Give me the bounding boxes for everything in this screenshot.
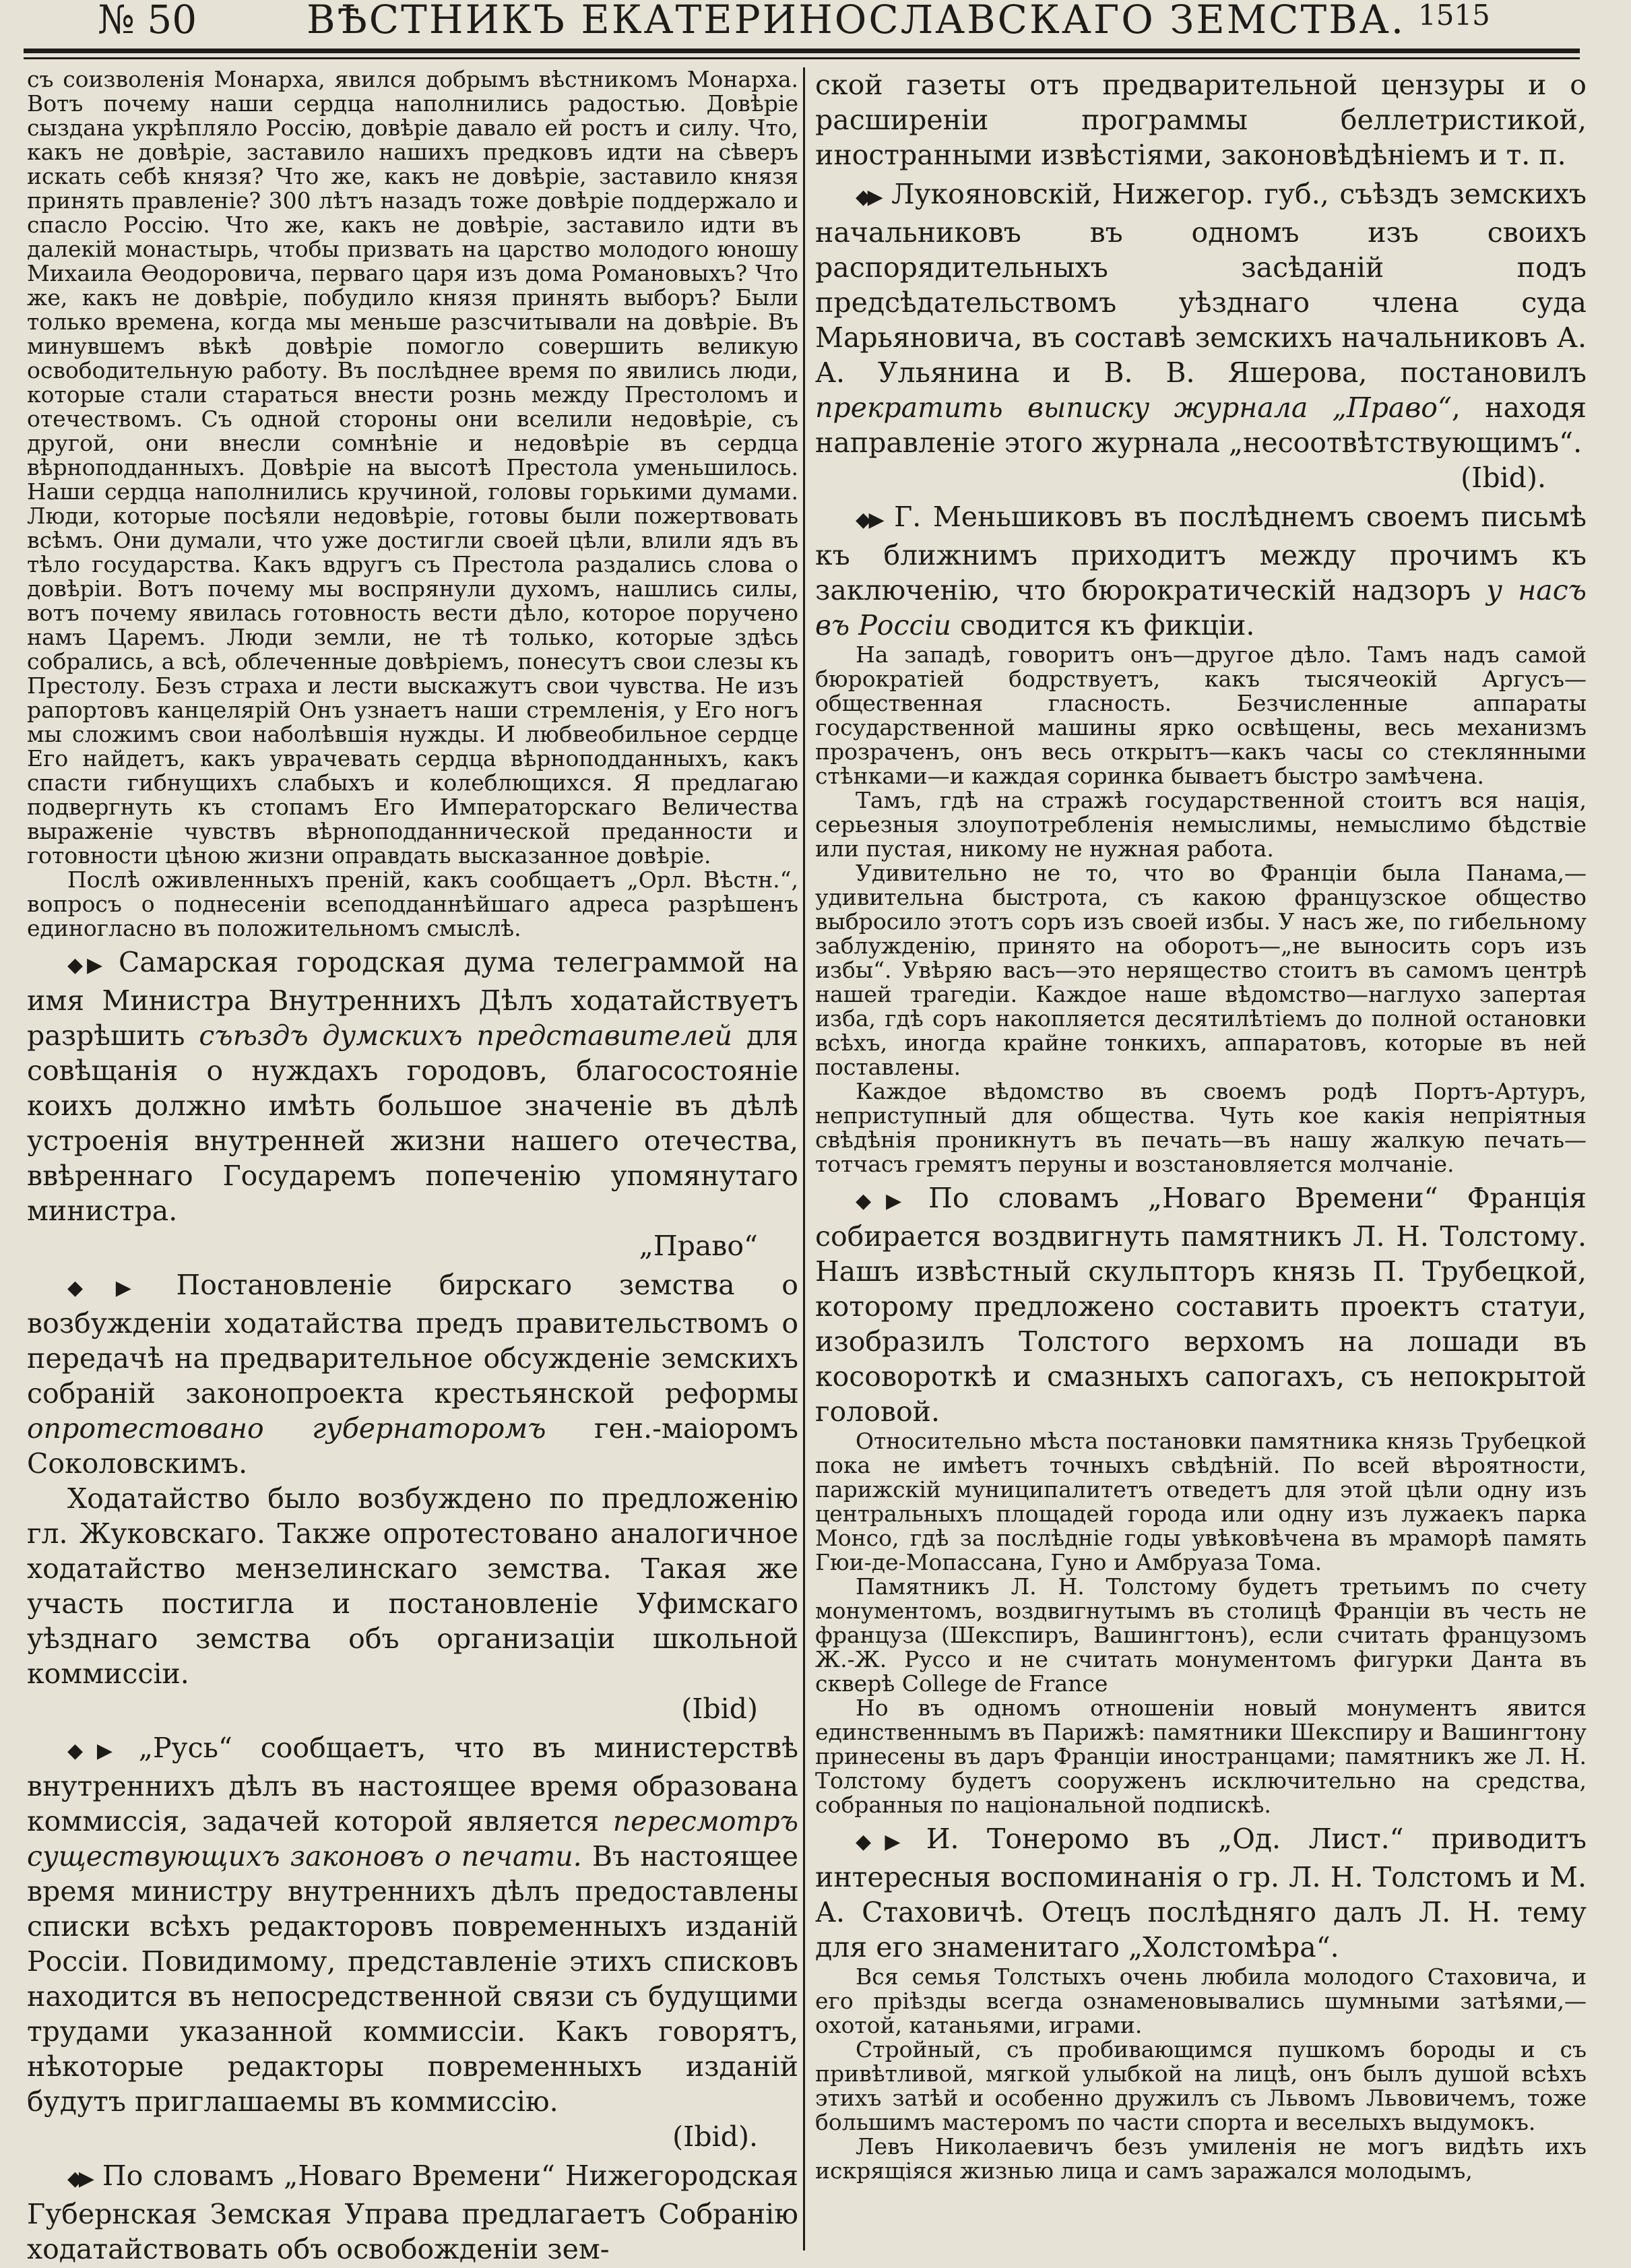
nation-paragraph: Тамъ, гдѣ на стражѣ государственной стоитъ вся нація, серьезныя злоупотребленія немыслимы, немыслимо бѣдствіе или пустая, никому не нужная работа. [815, 787, 1587, 862]
lukoyanov-source: (Ibid). [1461, 462, 1546, 494]
samara-duma-item [27, 945, 798, 1263]
toneromo-item: ◆▶ И. Тонеромо въ „Од. Лист.“ приводитъ интересныя воспоминанія о гр. Л. Н. Толстомъ и М. А. Стаховичѣ. Отецъ послѣдняго далъ Л. Н. тему для его знаменитаго „Холстомѣра“. [815, 1821, 1587, 1965]
birsk-zemstvo-item [27, 1267, 798, 1481]
samara-text: Самарская городская дума телеграммой на имя Министра Внутреннихъ Дѣлъ ходатайствуетъ разрѣшить [27, 946, 798, 1052]
samara-text-end: для совѣщанія о нуждахъ городовъ, благосостояніе коихъ должно имѣть большое значеніе въ дѣлѣ устроенія внутренней жизни нашего отечества, ввѣреннаго Государемъ попеченію упомянутаго министра. [27, 1019, 798, 1227]
unique-monument-paragraph: Но въ одномъ отношеніи новый монументъ явится единственнымъ въ Парижѣ: памятники Шекспиру и Вашингтону принесены въ даръ Франціи иностранцами; памятникъ же Л. Н. Толстому будетъ сооруженъ исключительно на средства, собранныя по національной подпискѣ. [815, 1695, 1587, 1818]
lukoyanov-emphasis: прекратить выписку журнала „Право“ [815, 391, 1452, 424]
birsk-text-end: ген.-маіоромъ Соколовскимъ. [27, 1412, 798, 1480]
lukoyanov-text-end: , находя направленіе этого журнала „несоотвѣтствующимъ“. [815, 391, 1587, 459]
nizhny-uprava-item: ◆▶ По словамъ „Новаго Времени“ Нижегородская Губернская Земская Управа предлагаетъ Собранію ходатайствовать объ освобожденіи зем- [27, 2158, 798, 2267]
stakhovich-family-paragraph: Вся семья Толстыхъ очень любила молодого Стаховича, и его пріѣзды всегда ознаменовывались шумными затѣями,—охотой, катаньями, играми. [815, 1963, 1587, 2038]
menshikov-text: Г. Меньшиковъ въ послѣднемъ своемъ письмѣ къ ближнимъ приходитъ между прочимъ къ заключенію, что бюрократическій надзоръ [815, 501, 1587, 606]
samara-emphasis: съѣздъ думскихъ представителей [199, 1019, 732, 1052]
samara-source: „Право“ [639, 1230, 758, 1262]
lev-nikolaevich-paragraph: Левъ Николаевичъ безъ умиленія не могъ видѣть ихъ искрящіяся жизнью лица и самъ заражался молодымъ, [815, 2133, 1587, 2183]
menshikov-text-end: сводится къ фикціи. [951, 609, 1255, 641]
third-monument-paragraph: Памятникъ Л. Н. Толстому будетъ третьимъ по счету монументомъ, воздвигнутымъ въ столицѣ Франціи въ честь не француза (Шекспиръ, Вашингтонъ), если считать французомъ Ж.-Ж. Руссо и не считать монументомъ фигурки Данта въ скверѣ College de France [815, 1573, 1587, 1697]
west-paragraph: На западѣ, говоритъ онъ—другое дѣло. Тамъ надъ самой бюрократіей бодрствуетъ, какъ тысячеокій Аргусъ—общественная гласность. Безчисленные аппараты государственной машины ярко освѣщены, весь механизмъ прозраченъ, онъ весь открытъ—какъ часы со стеклянными стѣнками—и каждая соринка бываетъ быстро замѣчена. [815, 641, 1587, 789]
right-column [815, 67, 1587, 2183]
rus-emphasis: пересмотръ существующихъ законовъ о печати. [27, 1805, 798, 1872]
masthead-title: ВѢСТНИКЪ ЕКАТЕРИНОСЛАВСКАГО ЗЕМСТВА. [307, 0, 1406, 42]
zhukovsky-source: (Ibid) [681, 1693, 758, 1725]
address-resolution-paragraph: Послѣ оживленныхъ преній, какъ сообщаетъ „Орл. Вѣстн.“, вопросъ о поднесеніи всеподданнѣйшаго адреса разрѣшенъ единогласно въ положительномъ смыслѣ. [27, 867, 798, 941]
birsk-text: Постановленіе бирскаго земства о возбужденіи ходатайства предъ правительствомъ о передачѣ на предварительное обсужденіе земскихъ собраній законопроекта крестьянской реформы [27, 1269, 798, 1410]
page-number: 1515 [1418, 0, 1490, 32]
speech-paragraph: съ соизволенія Монарха, явился добрымъ вѣстникомъ Монарха. Вотъ почему наши сердца наполнились радостью. Довѣріе сызданa укрѣпляло Россію, довѣріе давало ей ростъ и силу. Что, какъ не довѣріе, заставило нашихъ предковъ идти на сѣверъ искать себѣ князя? Что же, какъ не довѣріе, заставило князя принять правленіе? 300 лѣтъ назадъ тоже довѣріе поддержало и спасло Россію. Что же, какъ не довѣріе, заставило идти въ далекій монастырь, чтобы призвать на царство молодого юношу Михаила Ѳеодоровича, перваго царя изъ дома Романовыхъ? Что же, какъ не довѣріе, побудило князя принять выборъ? Были только времена, когда мы меньше разсчитывали на довѣріе. Въ минувшемъ вѣкѣ довѣріе помогло совершить великую освободительную работу. Въ послѣднее время по явились люди, которые стали стараться внести рознь между Престоломъ и отечествомъ. Съ одной стороны они вселили недовѣріе, съ другой, они внесли сомнѣніе и недовѣріе въ сердца вѣрноподданныхъ. Довѣріе на высотѣ Престола уменьшилось. Наши сердца наполнились кручиной, головы горькими думами. Люди, которые посѣяли недовѣріе, готовы были пожертвовать всѣмъ. Они думали, что уже достигли своей цѣли, влили ядъ въ тѣло государства. Какъ вдругъ съ Престола раздались слова о довѣріи. Вотъ почему мы воспрянули духомъ, нашлись силы, вотъ почему явилась готовность вести дѣло, которое поручено намъ Царемъ. Люди земли, не тѣ только, которые здѣсь собрались, а всѣ, облеченные довѣріемъ, понесутъ свои слезы къ Престолу. Безъ страха и лести выскажутъ свои чувства. Не изъ рапортовъ канцелярій Онъ узнаетъ наши стремленія, у Его ногъ мы сложимъ свои наболѣвшія нужды. И любвеобильное сердце Его найдетъ, какъ уврачевать сердца вѣрноподданныхъ, какъ спасти гибнущихъ слабыхъ и колеблющихся. Я предлагаю подвергнуть къ стопамъ Его Императорскаго Величества выраженіе чувствъ вѣрноподданнической преданности и готовности цѣною жизни оправдать высказанное довѣріе. [27, 67, 798, 869]
header-rule-thick [24, 49, 1580, 53]
menshikov-item [815, 499, 1587, 643]
lukoyanov-text: Лукояновскій, Нижегор. губ., съѣздъ земскихъ начальниковъ въ одномъ изъ своихъ распорядительныхъ засѣданій подъ предсѣдательствомъ уѣзднаго члена суда Марьяновича, въ составѣ земскихъ начальниковъ А. А. Ульянина и В. В. Яшерова, постановилъ [815, 178, 1587, 389]
menshikov-emphasis: у насъ въ Россіи [815, 574, 1587, 641]
tolstoy-monument-item: ◆▶ По словамъ „Новаго Времени“ Франція собирается воздвигнуть памятникъ Л. Н. Толстому. Нашъ извѣстный скульпторъ князь П. Трубецкой, которому предложено составить проектъ статуи, изобразилъ Толстого верхомъ на лошади въ косовороткѣ и смазныхъ сапогахъ, съ непокрытой головой. [815, 1180, 1587, 1429]
rus-source: (Ibid). [672, 2120, 758, 2153]
lukoyanov-item [815, 177, 1587, 495]
header-rule-thin [24, 57, 1580, 59]
zhukovsky-text: Ходатайство было возбуждено по предложенію гл. Жуковскаго. Также опротестовано аналогичное ходатайство мензелинскаго земства. Такая же участь постигла и постановленіе Уфимскаго уѣзднаго земства объ организаціи школьной коммиссіи. [27, 1482, 798, 1690]
stakhovich-portrait-paragraph: Стройный, съ пробивающимся пушкомъ бороды и съ привѣтливой, мягкой улыбкой на лицѣ, онъ былъ душой всѣхъ этихъ затѣй и особенно дружилъ съ Львомъ Львовичемъ, тоже большимъ мастеромъ по части спорта и веселыхъ выдумокъ. [815, 2036, 1587, 2135]
rus-text: „Русь“ сообщаетъ, что въ министерствѣ внутреннихъ дѣлъ въ настоящее время образована коммиссія, задачей которой является [27, 1732, 798, 1837]
rus-text-end: Въ настоящее время министру внутреннихъ дѣлъ предоставлены списки всѣхъ редакторовъ повременныхъ изданій Россіи. Повидимому, представленіе этихъ списковъ находится въ непосредственной связи съ будущими трудами указанной коммиссіи. Какъ говорятъ, нѣкоторые редакторы повременныхъ изданій будутъ приглашаемы въ коммиссію. [27, 1840, 798, 2118]
birsk-emphasis: опротестовано губернаторомъ [27, 1412, 546, 1445]
port-arthur-paragraph: Каждое вѣдомство въ своемъ родѣ Портъ-Артуръ, неприступный для общества. Чуть кое какія непріятныя свѣдѣнія проникнутъ въ печать—въ нашу жалкую печать—тотчасъ гремятъ перуны и возстановляется молчаніе. [815, 1078, 1587, 1177]
nizhny-continuation: ской газеты отъ предварительной цензуры и о расширеніи программы беллетристикой, иностранными извѣстіями, законовѣдѣніемъ и т. п. [815, 69, 1587, 171]
zhukovsky-paragraph [27, 1481, 798, 1726]
panama-paragraph: Удивительно не то, что во Франціи была Панама,—удивительна быстрота, съ какою французское общество выбросило этотъ соръ изъ своей избы. У насъ же, по гибельному заблужденію, принято на оборотъ—„не выносить соръ изъ избы“. Увѣряю васъ—это нерящество стоитъ въ самомъ центрѣ нашей трагедіи. Каждое наше вѣдомство—наглухо запертая изба, гдѣ соръ накопляется десятилѣтіемъ до полной остановки всѣхъ, иногда крайне тонкихъ, аппаратовъ, которые въ ней поставлены. [815, 860, 1587, 1080]
issue-number: № 50 [98, 0, 197, 42]
monument-location-paragraph: Относительно мѣста постановки памятника князь Трубецкой пока не имѣетъ точныхъ свѣдѣній. По всей вѣроятности, парижскій муниципалитетъ отведетъ для этой цѣли одну изъ центральныхъ площадей города или одну изъ лужаекъ парка Монсо, гдѣ за послѣдніе годы увѣковѣчена въ мраморѣ память Гюи-де-Мопассана, Гуно и Амбруаза Тома. [815, 1428, 1587, 1575]
rus-commission-item [27, 1730, 798, 2154]
column-divider [803, 67, 805, 2250]
left-column [27, 67, 798, 2267]
